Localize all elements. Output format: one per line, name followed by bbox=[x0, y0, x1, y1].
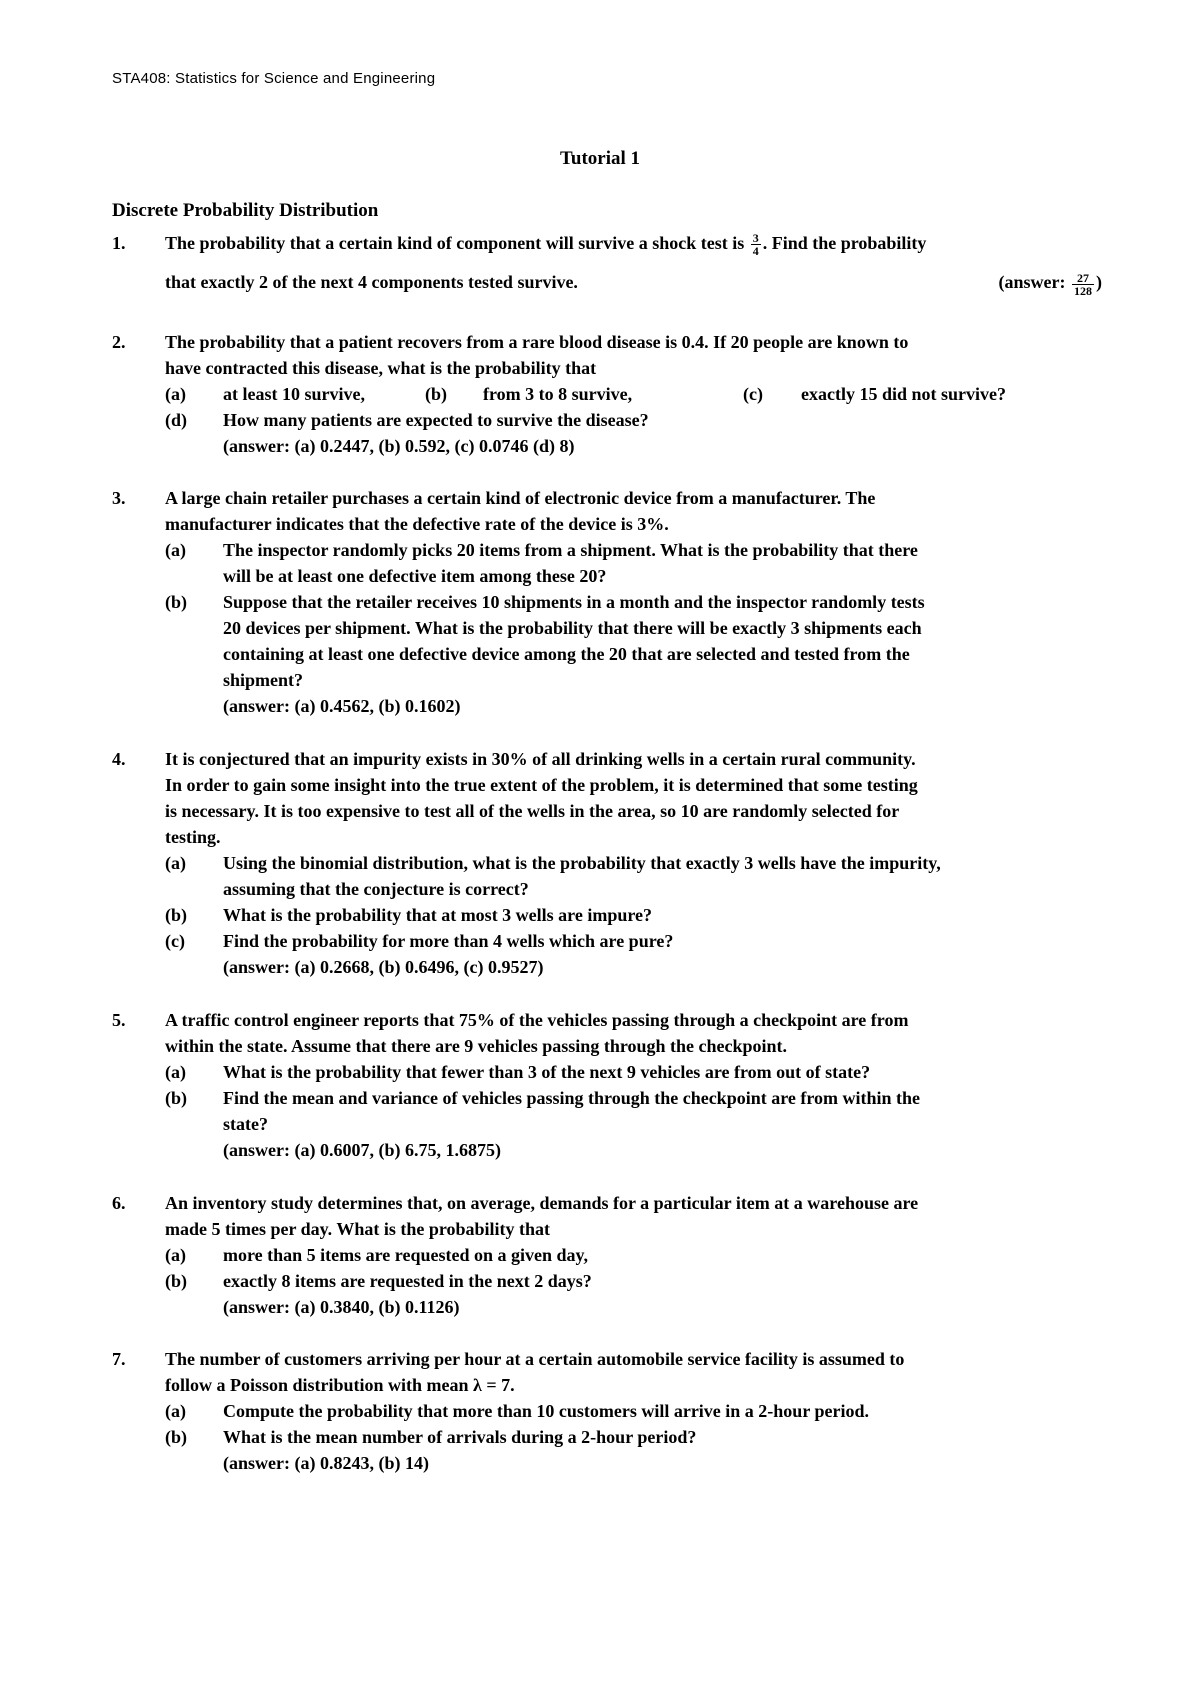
question-text: follow a Poisson distribution with mean λ = 7. bbox=[165, 1375, 515, 1395]
question-number: 3. bbox=[112, 488, 126, 508]
answer: (answer: (a) 0.6007, (b) 6.75, 1.6875) bbox=[223, 1140, 501, 1160]
question-number: 1. bbox=[112, 233, 126, 253]
question-4 bbox=[112, 746, 1102, 980]
answer: (answer: $\frac{27}{128}$ ) bbox=[998, 270, 1102, 298]
question-3 bbox=[112, 485, 1102, 719]
question-number: 2. bbox=[112, 332, 126, 352]
course-header: STA408: Statistics for Science and Engineering bbox=[112, 70, 436, 87]
sub-part-b: (b) exactly 8 items are requested in the next 2 days? bbox=[165, 1271, 592, 1291]
answer-fraction: $\frac{27}{128}$ bbox=[1074, 270, 1092, 298]
question-text: within the state. Assume that there are 9 vehicles passing through the checkpoint. bbox=[165, 1036, 788, 1056]
question-text: A large chain retailer purchases a certain kind of electronic device from a manufacturer. The bbox=[165, 488, 876, 508]
answer: (answer: (a) 0.3840, (b) 0.1126) bbox=[223, 1297, 460, 1317]
answer: (answer: (a) 0.4562, (b) 0.1602) bbox=[223, 696, 461, 716]
question-number: 4. bbox=[112, 749, 126, 769]
sub-part-c: (c) Find the probability for more than 4 wells which are pure? bbox=[165, 931, 674, 951]
sub-part-a: (a) Compute the probability that more than 10 customers will arrive in a 2-hour period. bbox=[165, 1401, 869, 1421]
question-text: made 5 times per day. What is the probability that bbox=[165, 1219, 551, 1239]
question-number: 5. bbox=[112, 1010, 126, 1030]
sub-parts-abc: (a) at least 10 survive, (b) from 3 to 8 survive, (c) exactly 15 did not survive? bbox=[165, 384, 1006, 404]
question-number: 6. bbox=[112, 1193, 126, 1213]
sub-part-b: (b) What is the probability that at most 3 wells are impure? bbox=[165, 905, 653, 925]
question-number: 7. bbox=[112, 1349, 126, 1369]
sub-part-b: (b) What is the mean number of arrivals during a 2-hour period? bbox=[165, 1427, 697, 1447]
sub-part-b: (b) Suppose that the retailer receives 10 shipments in a month and the inspector randomly tests 20 devices per shipment. What is the probability that there will be exactly 3 shipments each containing at least one defective device among the 20 that are selected and tested from the shipment? bbox=[165, 592, 925, 690]
question-7 bbox=[112, 1346, 1102, 1476]
question-2 bbox=[112, 329, 1102, 459]
question-text: testing. bbox=[165, 827, 221, 847]
question-text: In order to gain some insight into the true extent of the problem, it is determined that some testing bbox=[165, 775, 918, 795]
question-text: An inventory study determines that, on average, demands for a particular item at a warehouse are bbox=[165, 1193, 919, 1213]
sub-part-a: (a) What is the probability that fewer than 3 of the next 9 vehicles are from out of state? bbox=[165, 1062, 871, 1082]
sub-part-a: (a) Using the binomial distribution, what is the probability that exactly 3 wells have the impurity, assuming that the conjecture is correct? bbox=[165, 853, 941, 899]
question-text: It is conjectured that an impurity exists in 30% of all drinking wells in a certain rural community. bbox=[165, 749, 916, 769]
answer: (answer: (a) 0.2668, (b) 0.6496, (c) 0.9527) bbox=[223, 957, 544, 977]
sub-part-a: (a) more than 5 items are requested on a given day, bbox=[165, 1245, 588, 1265]
question-text: The probability that a patient recovers from a rare blood disease is 0.4. If 20 people are known to bbox=[165, 332, 909, 352]
question-text: have contracted this disease, what is the probability that bbox=[165, 358, 597, 378]
answer: (answer: (a) 0.8243, (b) 14) bbox=[223, 1453, 429, 1473]
sub-part-d: (d) How many patients are expected to survive the disease? bbox=[165, 410, 649, 430]
sub-part-b: (b) Find the mean and variance of vehicles passing through the checkpoint are from within the state? bbox=[165, 1088, 921, 1134]
question-1-line-2: that exactly 2 of the next 4 components tested survive. (answer: $\frac{27}{128}$ ) bbox=[165, 270, 1102, 298]
section-heading: Discrete Probability Distribution bbox=[112, 200, 379, 221]
question-6 bbox=[112, 1190, 1102, 1320]
page-title: Tutorial 1 bbox=[559, 148, 641, 169]
answer: (answer: (a) 0.2447, (b) 0.592, (c) 0.0746 (d) 8) bbox=[223, 436, 575, 456]
question-text: is necessary. It is too expensive to test all of the wells in the area, so 10 are randomly selected for bbox=[165, 801, 900, 821]
fraction-three-quarters: $\frac{3}{4}$ bbox=[752, 231, 759, 259]
question-5 bbox=[112, 1007, 1102, 1163]
sub-part-a: (a) The inspector randomly picks 20 items from a shipment. What is the probability that there will be at least one defective item among these 20? bbox=[165, 540, 918, 586]
question-text: manufacturer indicates that the defective rate of the device is 3%. bbox=[165, 514, 669, 534]
question-text: A traffic control engineer reports that 75% of the vehicles passing through a checkpoint are from bbox=[165, 1010, 909, 1030]
question-text: The number of customers arriving per hour at a certain automobile service facility is assumed to bbox=[165, 1349, 905, 1369]
question-1 bbox=[112, 230, 1102, 298]
question-1-line-1: The probability that a certain kind of component will survive a shock test is $\frac{3}{4}$ . Find the probability bbox=[165, 231, 927, 259]
